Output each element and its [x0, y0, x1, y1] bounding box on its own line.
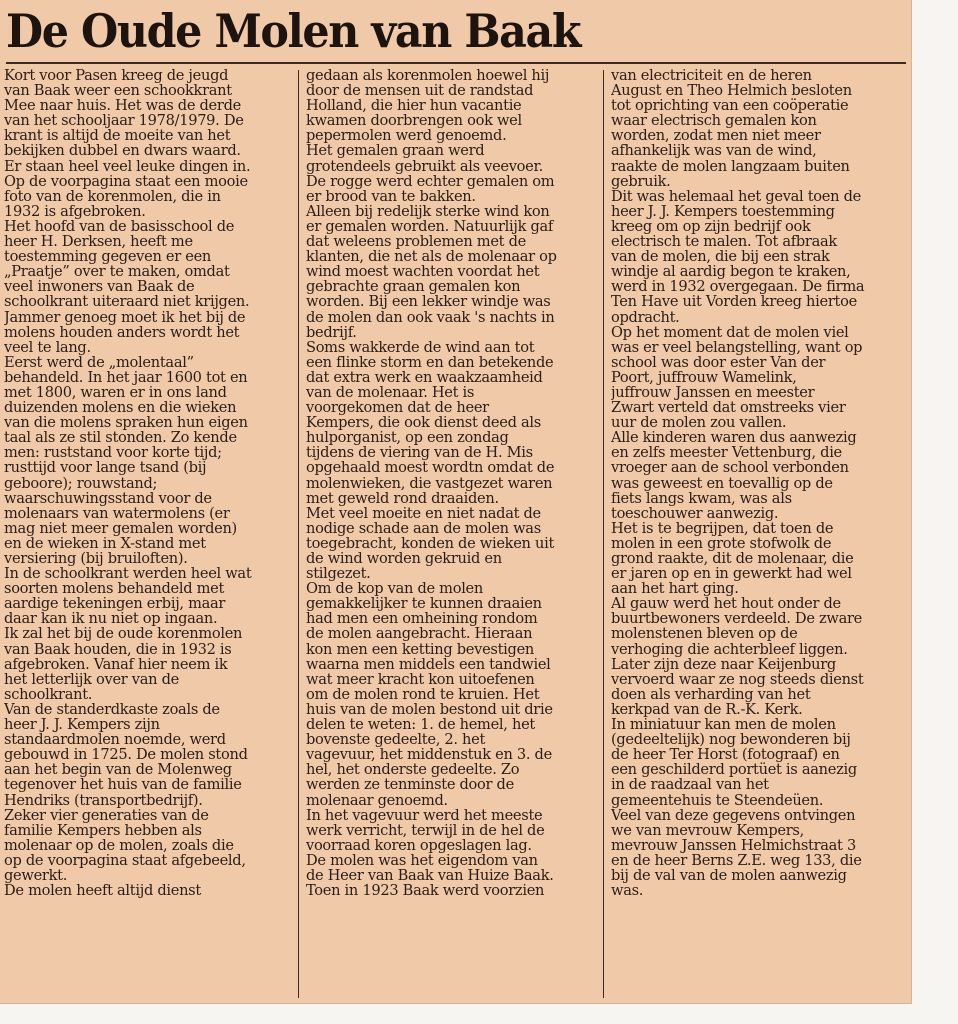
text-line: In het vagevuur werd het meeste: [306, 807, 543, 823]
text-line: een geschilderd portüet is aanezig: [611, 762, 857, 778]
text-line: worden. Bij een lekker windje was: [306, 294, 551, 310]
text-line: soorten molens behandeld met: [4, 581, 225, 597]
text-line: we van mevrouw Kempers,: [611, 822, 804, 838]
text-line: Toen in 1923 Baak werd voorzien: [306, 883, 545, 899]
text-line: Op de voorpagina staat een mooie: [4, 173, 248, 189]
text-line: Eerst werd de „molentaal”: [4, 354, 194, 370]
text-line: er gemalen worden. Natuurlijk gaf: [306, 218, 554, 235]
text-line: raakte de molen langzaam buiten: [611, 158, 850, 174]
text-line: om de molen rond te kruien. Het: [306, 686, 540, 702]
text-line: daar kan ik nu niet op ingaan.: [4, 611, 218, 627]
text-line: Om de kop van de molen: [306, 581, 483, 597]
text-line: August en Theo Helmich besloten: [611, 83, 852, 99]
article-column-3: [611, 68, 901, 898]
text-line: en de wieken in X-stand met: [4, 535, 206, 551]
text-line: rusttijd voor lange tsand (bij: [4, 460, 207, 476]
text-line: grond raakte, dit de molenaar, die: [611, 551, 854, 567]
text-line: aan het begin van de Molenweg: [4, 762, 232, 778]
text-line: grotendeels gebruikt als veevoer.: [306, 158, 543, 174]
text-line: Alle kinderen waren dus aanwezig: [611, 430, 857, 446]
text-line: tijdens de viering van de H. Mis: [306, 445, 533, 461]
text-line: met 1800, waren er in ons land: [4, 384, 227, 401]
text-line: en de heer Berns Z.E. weg 133, die: [611, 852, 862, 868]
text-line: in de raadzaal van het: [611, 777, 769, 793]
text-line: werden ze tenminste door de: [306, 777, 514, 793]
column-divider-2: [603, 70, 604, 998]
text-line: gebouwd in 1725. De molen stond: [4, 747, 248, 763]
text-line: Zeker vier generaties van de: [4, 807, 209, 823]
text-line: afgebroken. Vanaf hier neem ik: [4, 656, 228, 672]
text-line: afhankelijk was van de wind,: [611, 143, 817, 159]
text-line: dat extra werk en waakzaamheid: [306, 369, 543, 385]
text-line: het letterlijk over van de: [4, 671, 179, 687]
text-line: molenwieken, die vastgezet waren: [306, 475, 553, 491]
text-line: aan het hart ging.: [611, 581, 739, 597]
text-line: er jaren op en in gewerkt had wel: [611, 566, 852, 582]
text-line: molen in een grote stofwolk de: [611, 535, 832, 551]
text-line: fiets langs kwam, was als: [611, 490, 792, 506]
text-line: opgehaald moest wordtn omdat de: [306, 460, 555, 476]
text-line: Alleen bij redelijk sterke wind kon: [306, 203, 550, 219]
text-line: tegenover het huis van de familie: [4, 777, 242, 793]
text-line: In miniatuur kan men de molen: [611, 717, 836, 733]
text-line: heer J. J. Kempers zijn: [4, 717, 160, 733]
text-line: met geweld rond draaiden.: [306, 490, 499, 506]
text-line: behandeld. In het jaar 1600 tot en: [4, 369, 248, 385]
article-headline: De Oude Molen van Baak: [6, 4, 581, 58]
text-line: molenaars van watermolens (er: [4, 505, 230, 521]
text-line: pepermolen werd genoemd.: [306, 128, 507, 144]
text-line: was er veel belangstelling, want op: [611, 339, 863, 355]
text-line: van de molenaar. Het is: [306, 384, 475, 401]
text-line: familie Kempers hebben als: [4, 822, 202, 838]
text-line: geboore); rouwstand;: [4, 475, 158, 491]
text-line: kwamen doorbrengen ook wel: [306, 113, 522, 129]
text-line: vroeger aan de school verbonden: [611, 460, 849, 476]
text-line: molenaar genoemd.: [306, 792, 448, 808]
text-line: Poort, juffrouw Wamelink,: [611, 369, 797, 385]
text-line: aardige tekeningen erbij, maar: [4, 596, 226, 612]
text-line: kon men een ketting bevestigen: [306, 641, 535, 657]
text-line: van Baak weer een schookkrant: [4, 83, 232, 99]
text-line: tot oprichting van een coöperatie: [611, 98, 849, 114]
text-line: duizenden molens en die wieken: [4, 400, 237, 416]
text-line: door de mensen uit de randstad: [306, 83, 534, 99]
text-line: Het is te begrijpen, dat toen de: [611, 520, 834, 536]
text-line: schoolkrant.: [4, 686, 93, 702]
text-line: uur de molen zou vallen.: [611, 415, 787, 431]
text-line: waarschuwingsstand voor de: [4, 490, 212, 506]
text-line: Op het moment dat de molen viel: [611, 324, 849, 340]
text-line: was.: [611, 883, 644, 899]
article-column-2: [306, 68, 598, 898]
text-line: stilgezet.: [306, 566, 371, 582]
text-line: dat weleens problemen met de: [306, 234, 526, 250]
text-line: vervoerd waar ze nog steeds dienst: [611, 671, 864, 687]
text-line: Van de standerdkaste zoals de: [4, 701, 220, 718]
text-line: was geweest en toevallig op de: [611, 475, 833, 491]
text-line: De molen heeft altijd dienst: [4, 883, 201, 899]
text-line: Zwart verteld dat omstreeks vier: [611, 400, 846, 416]
text-line: Kempers, die ook dienst deed als: [306, 415, 541, 431]
text-line: juffrouw Janssen en meester: [611, 384, 815, 401]
text-line: nodige schade aan de molen was: [306, 520, 541, 536]
text-line: men: ruststand voor korte tijd;: [4, 445, 222, 461]
text-line: De rogge werd echter gemalen om: [306, 173, 555, 189]
text-line: opdracht.: [611, 309, 680, 325]
text-line: gedaan als korenmolen hoewel hij: [306, 68, 550, 84]
text-line: windje al aardig begon te kraken,: [611, 264, 851, 280]
text-line: voorgekomen dat de heer: [306, 400, 489, 416]
text-line: Jammer genoeg moet ik het bij de: [4, 309, 246, 325]
text-line: Soms wakkerde de wind aan tot: [306, 339, 535, 355]
text-line: bovenste gedeelte, 2. het: [306, 732, 486, 748]
text-line: Hendriks (transportbedrijf).: [4, 792, 203, 808]
text-line: de molen dan ook vaak 's nachts in: [306, 309, 555, 325]
text-line: heer H. Derksen, heeft me: [4, 234, 193, 250]
text-line: de wind worden gekruid en: [306, 551, 502, 567]
text-line: versiering (bij bruiloften).: [4, 551, 188, 567]
text-line: had men een omheining rondom: [306, 611, 538, 627]
text-line: wind moest wachten voordat het: [306, 264, 540, 280]
text-line: gebruik.: [611, 173, 671, 189]
text-line: en zelfs meester Vettenburg, die: [611, 445, 842, 461]
text-line: veel inwoners van Baak de: [4, 279, 195, 295]
text-line: (gedeeltelijk) nog bewonderen bij: [611, 732, 851, 748]
text-line: Al gauw werd het hout onder de: [611, 596, 841, 612]
text-line: Holland, die hier hun vacantie: [306, 98, 522, 114]
text-line: van de molen, die bij een strak: [611, 249, 830, 265]
text-line: een flinke storm en dan betekende: [306, 354, 554, 370]
text-line: toestemming gegeven er een: [4, 249, 212, 265]
text-line: huis van de molen bestond uit drie: [306, 701, 553, 718]
text-line: „Praatje” over te maken, omdat: [4, 264, 230, 280]
text-line: Veel van deze gegevens ontvingen: [611, 807, 856, 823]
text-line: hel, het onderste gedeelte. Zo: [306, 762, 520, 778]
text-line: Het hoofd van de basisschool de: [4, 218, 235, 235]
text-line: Met veel moeite en niet nadat de: [306, 505, 541, 521]
text-line: veel te lang.: [4, 339, 91, 355]
headline-rule: [6, 62, 906, 64]
text-line: foto van de korenmolen, die in: [4, 188, 221, 204]
text-line: werk verricht, terwijl in de hel de: [306, 822, 545, 838]
text-line: op de voorpagina staat afgebeeld,: [4, 852, 246, 868]
text-line: waarna men middels een tandwiel: [306, 656, 551, 672]
text-line: van het schooljaar 1978/1979. De: [4, 113, 244, 129]
text-line: toegebracht, konden de wieken uit: [306, 535, 555, 551]
text-line: gemakkelijker te kunnen draaien: [306, 596, 542, 612]
text-line: van Baak houden, die in 1932 is: [4, 641, 232, 657]
text-line: delen te weten: 1. de hemel, het: [306, 717, 535, 733]
text-line: doen als verharding van het: [611, 686, 811, 702]
text-line: bedrijf.: [306, 324, 357, 340]
text-line: electrisch te malen. Tot afbraak: [611, 234, 837, 250]
text-line: werd in 1932 overgegaan. De firma: [611, 279, 865, 295]
text-line: hulporganist, op een zondag: [306, 430, 509, 446]
text-line: worden, zodat men niet meer: [611, 128, 821, 144]
text-line: gebrachte graan gemalen kon: [306, 279, 521, 295]
text-line: molenstenen bleven op de: [611, 626, 798, 642]
text-line: bekijken dubbel en dwars waard.: [4, 143, 241, 159]
text-line: krant is altijd de moeite van het: [4, 128, 231, 144]
text-line: mag niet meer gemalen worden): [4, 520, 237, 536]
text-line: kreeg om op zijn bedrijf ook: [611, 218, 811, 235]
text-line: Later zijn deze naar Keijenburg: [611, 656, 836, 672]
column-divider-1: [298, 70, 299, 998]
text-line: Mee naar huis. Het was de derde: [4, 98, 241, 114]
text-line: van die molens spraken hun eigen: [4, 415, 248, 431]
text-line: schoolkrant uiteraard niet krijgen.: [4, 294, 250, 310]
text-line: molens houden anders wordt het: [4, 324, 240, 340]
text-line: Kort voor Pasen kreeg de jeugd: [4, 68, 229, 84]
text-line: klanten, die net als de molenaar op: [306, 249, 557, 265]
text-line: van electriciteit en de heren: [611, 68, 812, 84]
text-line: taal als ze stil stonden. Zo kende: [4, 430, 237, 446]
text-line: de heer Ter Horst (fotograaf) en: [611, 747, 840, 763]
text-line: wat meer kracht kon uitoefenen: [306, 671, 535, 687]
text-line: standaardmolen noemde, werd: [4, 732, 226, 748]
text-line: toeschouwer aanwezig.: [611, 505, 779, 521]
text-line: gemeentehuis te Steendeüen.: [611, 792, 824, 808]
text-line: er brood van te bakken.: [306, 188, 476, 204]
text-line: bij de val van de molen aanwezig: [611, 867, 847, 884]
text-line: voorraad koren opgeslagen lag.: [306, 837, 532, 853]
text-line: Er staan heel veel leuke dingen in.: [4, 158, 251, 174]
text-line: kerkpad van de R.-K. Kerk.: [611, 701, 803, 718]
text-line: waar electrisch gemalen kon: [611, 113, 817, 129]
text-line: Dit was helemaal het geval toen de: [611, 188, 861, 204]
text-line: Het gemalen graan werd: [306, 143, 485, 159]
text-line: heer J. J. Kempers toestemming: [611, 203, 835, 219]
text-line: molenaar op de molen, zoals die: [4, 837, 234, 853]
text-line: Ten Have uit Vorden kreeg hiertoe: [611, 294, 857, 310]
text-line: Ik zal het bij de oude korenmolen: [4, 626, 243, 642]
text-line: gewerkt.: [4, 867, 68, 884]
text-line: school was door ester Van der: [611, 354, 826, 370]
text-line: buurtbewoners verdeeld. De zware: [611, 611, 863, 627]
text-line: de molen aangebracht. Hieraan: [306, 626, 533, 642]
text-line: mevrouw Janssen Helmichstraat 3: [611, 837, 856, 853]
text-line: de Heer van Baak van Huize Baak.: [306, 867, 554, 884]
text-line: 1932 is afgebroken.: [4, 203, 146, 219]
text-line: De molen was het eigendom van: [306, 852, 538, 868]
text-line: verhoging die achterbleef liggen.: [611, 641, 848, 657]
article-column-1: [4, 68, 292, 898]
text-line: In de schoolkrant werden heel wat: [4, 566, 252, 582]
text-line: vagevuur, het middenstuk en 3. de: [306, 747, 552, 763]
